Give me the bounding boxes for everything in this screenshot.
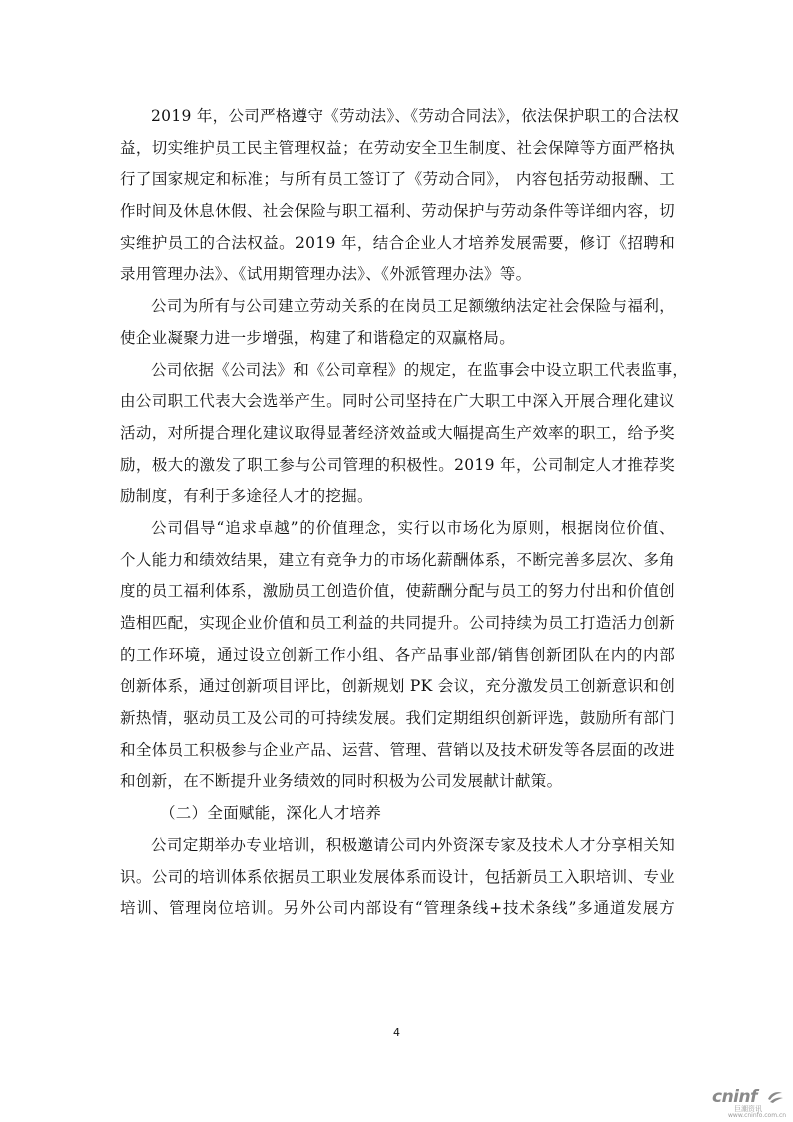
text-line: 和全体员工积极参与企业产品、运营、管理、营销以及技术研发等各层面的改进 [120,740,675,759]
cninfo-swoosh-icon [766,1090,784,1104]
text-line: 度的员工福利体系，激励员工创造价值，使薪酬分配与员工的努力付出和价值创 [120,582,675,601]
paragraph-value-incentive [120,513,675,798]
text-line: 识。公司的培训体系依据员工职业发展体系而设计，包括新员工入职培训、专业 [120,867,675,886]
text-line: 由公司职工代表大会选举产生。同时公司坚持在广大职工中深入开展合理化建议 [120,392,675,411]
text-line: 励，极大的激发了职工参与公司管理的积极性。2019 年，公司制定人才推荐奖 [120,455,675,474]
document-body [120,101,689,925]
text-line: 公司倡导“追求卓越”的价值理念，实行以市场化为原则，根据岗位价值、 [151,518,675,537]
page-number: 4 [393,1026,400,1039]
text-line: 新热情，驱动员工及公司的可持续发展。我们定期组织创新评选，鼓励所有部门 [120,709,675,728]
text-line: 公司依据《公司法》和《公司章程》的规定，在监事会中设立职工代表监事， [151,360,689,379]
cninfo-logo [712,1087,792,1119]
logo-chinese-name: 巨潮资讯 [734,1105,762,1113]
text-line: 创新体系，通过创新项目评比，创新规划 PK 会议，充分激发员工创新意识和创 [120,677,675,696]
text-line: 的工作环境，通过设立创新工作小组、各产品事业部/销售创新团队在内的内部 [120,645,675,664]
text-line: 作时间及休息休假、社会保险与职工福利、劳动保护与劳动条件等详细内容，切 [120,202,675,221]
text-line: 励制度，有利于多途径人才的挖掘。 [120,487,373,506]
text-line: 益，切实维护员工民主管理权益；在劳动安全卫生制度、社会保障等方面严格执 [120,138,675,157]
logo-url: www.cninfo.com.cn [728,1112,787,1119]
paragraph-employee-supervisor [120,355,689,513]
text-line: 2019 年，公司严格遵守《劳动法》、《劳动合同法》，依法保护职工的合法权 [151,107,680,125]
text-line: 造相匹配，实现企业价值和员工利益的共同提升。公司持续为员工打造活力创新 [120,614,675,632]
logo-wordmark: cninf [712,1087,758,1107]
text-line: 实维护员工的合法权益。2019 年，结合企业人才培养发展需要，修订《招聘和 [120,233,675,252]
text-line: 行了国家规定和标准；与所有员工签订了《劳动合同》， 内容包括劳动报酬、工 [120,170,675,189]
text-line: 活动，对所提合理化建议取得显著经济效益或大幅提高生产效率的职工，给予奖 [120,423,675,442]
paragraph-labor-law [120,101,680,291]
text-line: 使企业凝聚力进一步增强，构建了和谐稳定的双赢格局。 [120,328,516,347]
text-line: 公司定期举办专业培训，积极邀请公司内外资深专家及技术人才分享相关知 [151,835,675,854]
paragraph-social-insurance [120,291,675,354]
section-heading-text: （二）全面赋能，深化人才培养 [160,804,382,823]
text-line: 录用管理办法》、《试用期管理办法》、《外派管理办法》等。 [120,265,532,284]
section-heading [120,798,675,830]
text-line: 培训、管理岗位培训。另外公司内部设有“管理条线+技术条线”多通道发展方 [120,899,675,918]
text-line: 公司为所有与公司建立劳动关系的在岗员工足额缴纳法定社会保险与福利， [151,297,675,316]
text-line: 和创新，在不断提升业务绩效的同时积极为公司发展献计献策。 [120,772,563,791]
text-line: 个人能力和绩效结果，建立有竞争力的市场化薪酬体系，不断完善多层次、多角 [120,550,675,569]
paragraph-training [120,830,675,925]
